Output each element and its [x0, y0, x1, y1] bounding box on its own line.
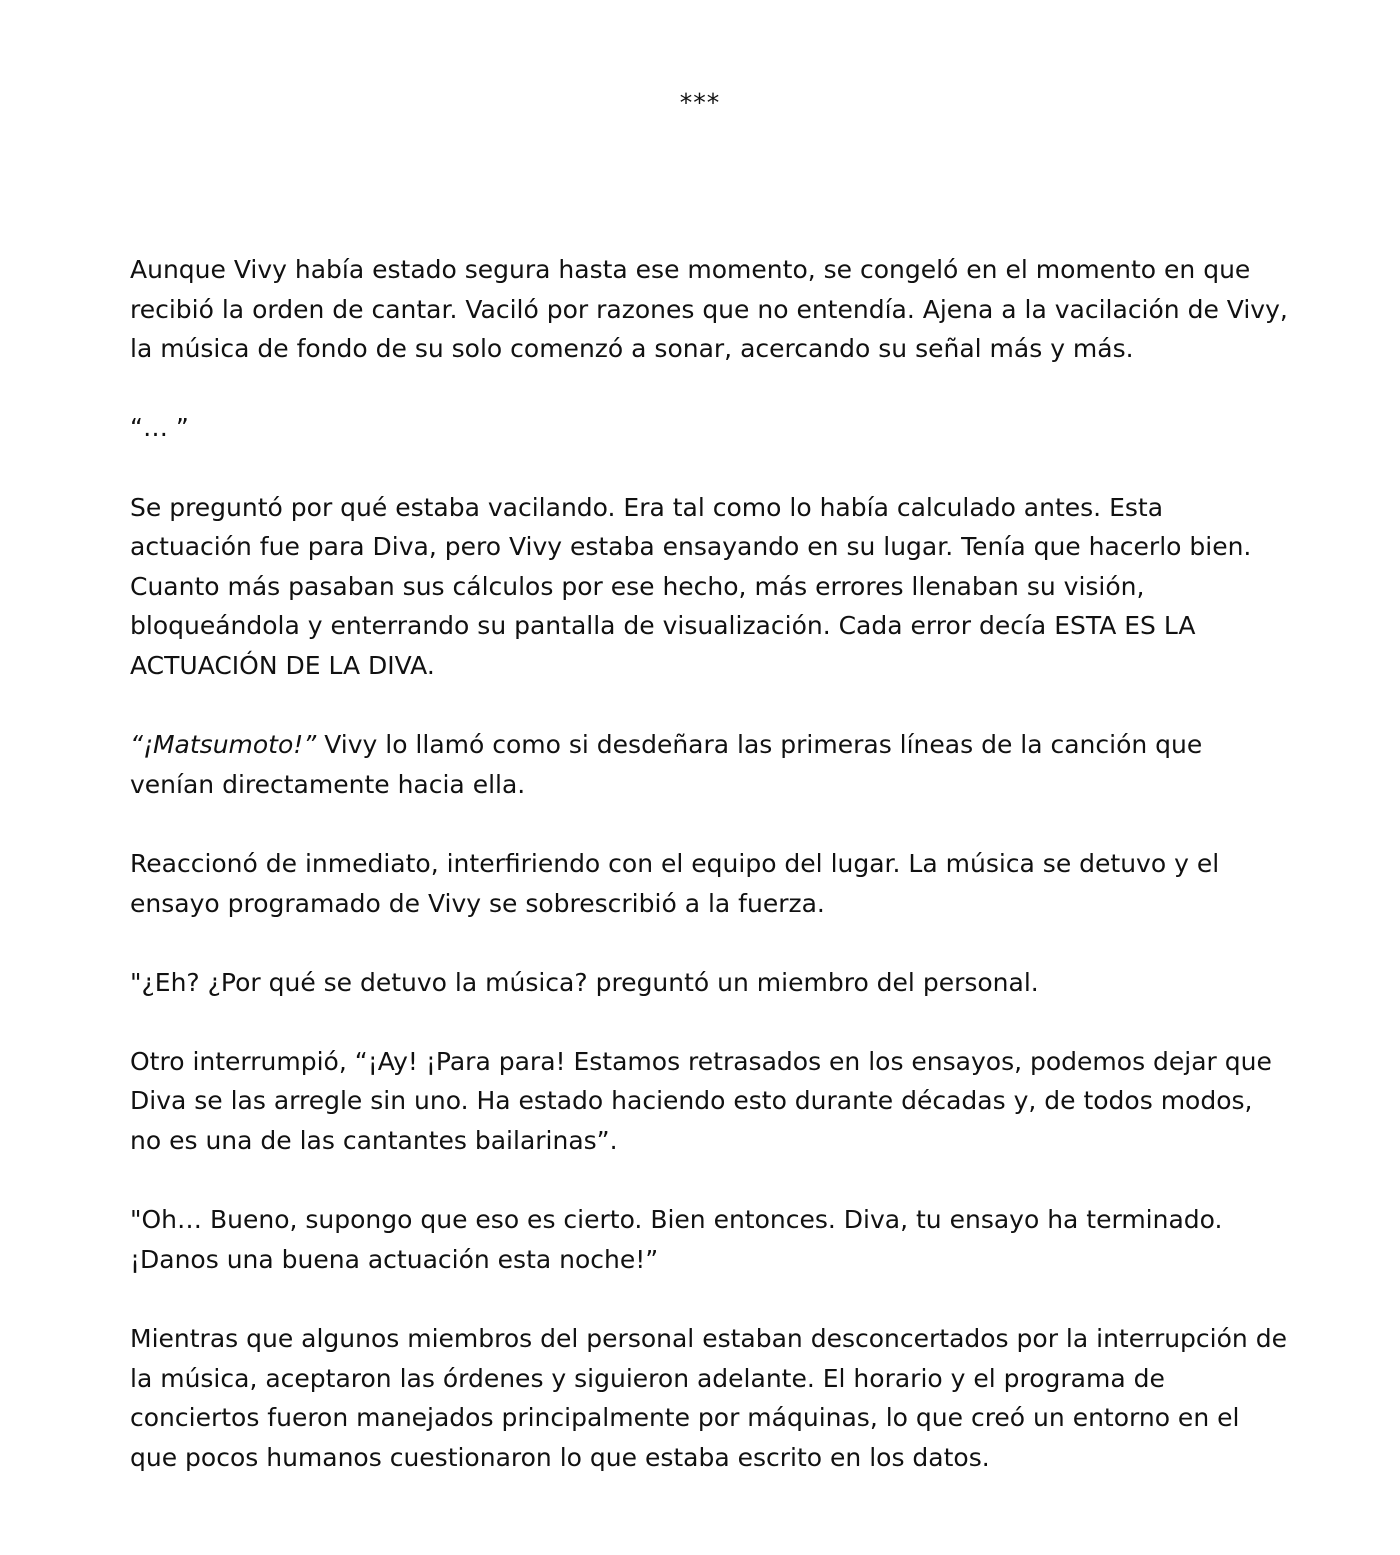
paragraph-7: Otro interrumpió, “¡Ay! ¡Para para! Estamos retrasados en los ensayos, podemos dejar que Diva se las arregle sin uno. Ha estado haciendo esto durante décadas y, de todos modos, no es una de las cantantes bailarinas”.: [130, 1046, 1272, 1156]
paragraph-8: "Oh… Bueno, supongo que eso es cierto. Bien entonces. Diva, tu ensayo ha terminado. ¡Danos una buena actuación esta noche!”: [130, 1205, 1223, 1274]
paragraph-1: Aunque Vivy había estado segura hasta ese momento, se congeló en el momento en que recibió la orden de cantar. Vaciló por razones que no entendía. Ajena a la vacilación de Vivy, la música de fondo de su solo comenzó a sonar, acercando su señal más y más.: [130, 255, 1288, 364]
paragraph-4-italic: “¡Matsumoto!”: [130, 730, 317, 760]
paragraph-2: “… ”: [130, 413, 189, 443]
document-body: [130, 250, 1290, 1477]
section-separator: ***: [679, 88, 721, 117]
paragraph-5: Reaccionó de inmediato, interfiriendo con el equipo del lugar. La música se detuvo y el ensayo programado de Vivy se sobrescribió a la fuerza.: [130, 848, 1220, 918]
paragraph-4-text: Vivy lo llamó como si desdeñara las primeras líneas de la canción que venían directamente hacia ella.: [130, 730, 1203, 799]
paragraph-3: Se preguntó por qué estaba vacilando. Era tal como lo había calculado antes. Esta actuación fue para Diva, pero Vivy estaba ensayando en su lugar. Tenía que hacerlo bien. Cuanto más pasaban sus cálculos por ese hecho, más errores llenaban su visión, bloqueándola y enterrando su pantalla de visualización. Cada error decía ESTA ES LA ACTUACIÓN DE LA DIVA.: [130, 492, 1252, 680]
paragraph-9: Mientras que algunos miembros del personal estaban desconcertados por la interrupción de la música, aceptaron las órdenes y siguieron adelante. El horario y el programa de conciertos fueron manejados principalmente por máquinas, lo que creó un entorno en el que pocos humanos cuestionaron lo que estaba escrito en los datos.: [130, 1324, 1287, 1472]
paragraph-4: [130, 725, 1290, 804]
paragraph-6: "¿Eh? ¿Por qué se detuvo la música? preguntó un miembro del personal.: [130, 967, 1039, 997]
